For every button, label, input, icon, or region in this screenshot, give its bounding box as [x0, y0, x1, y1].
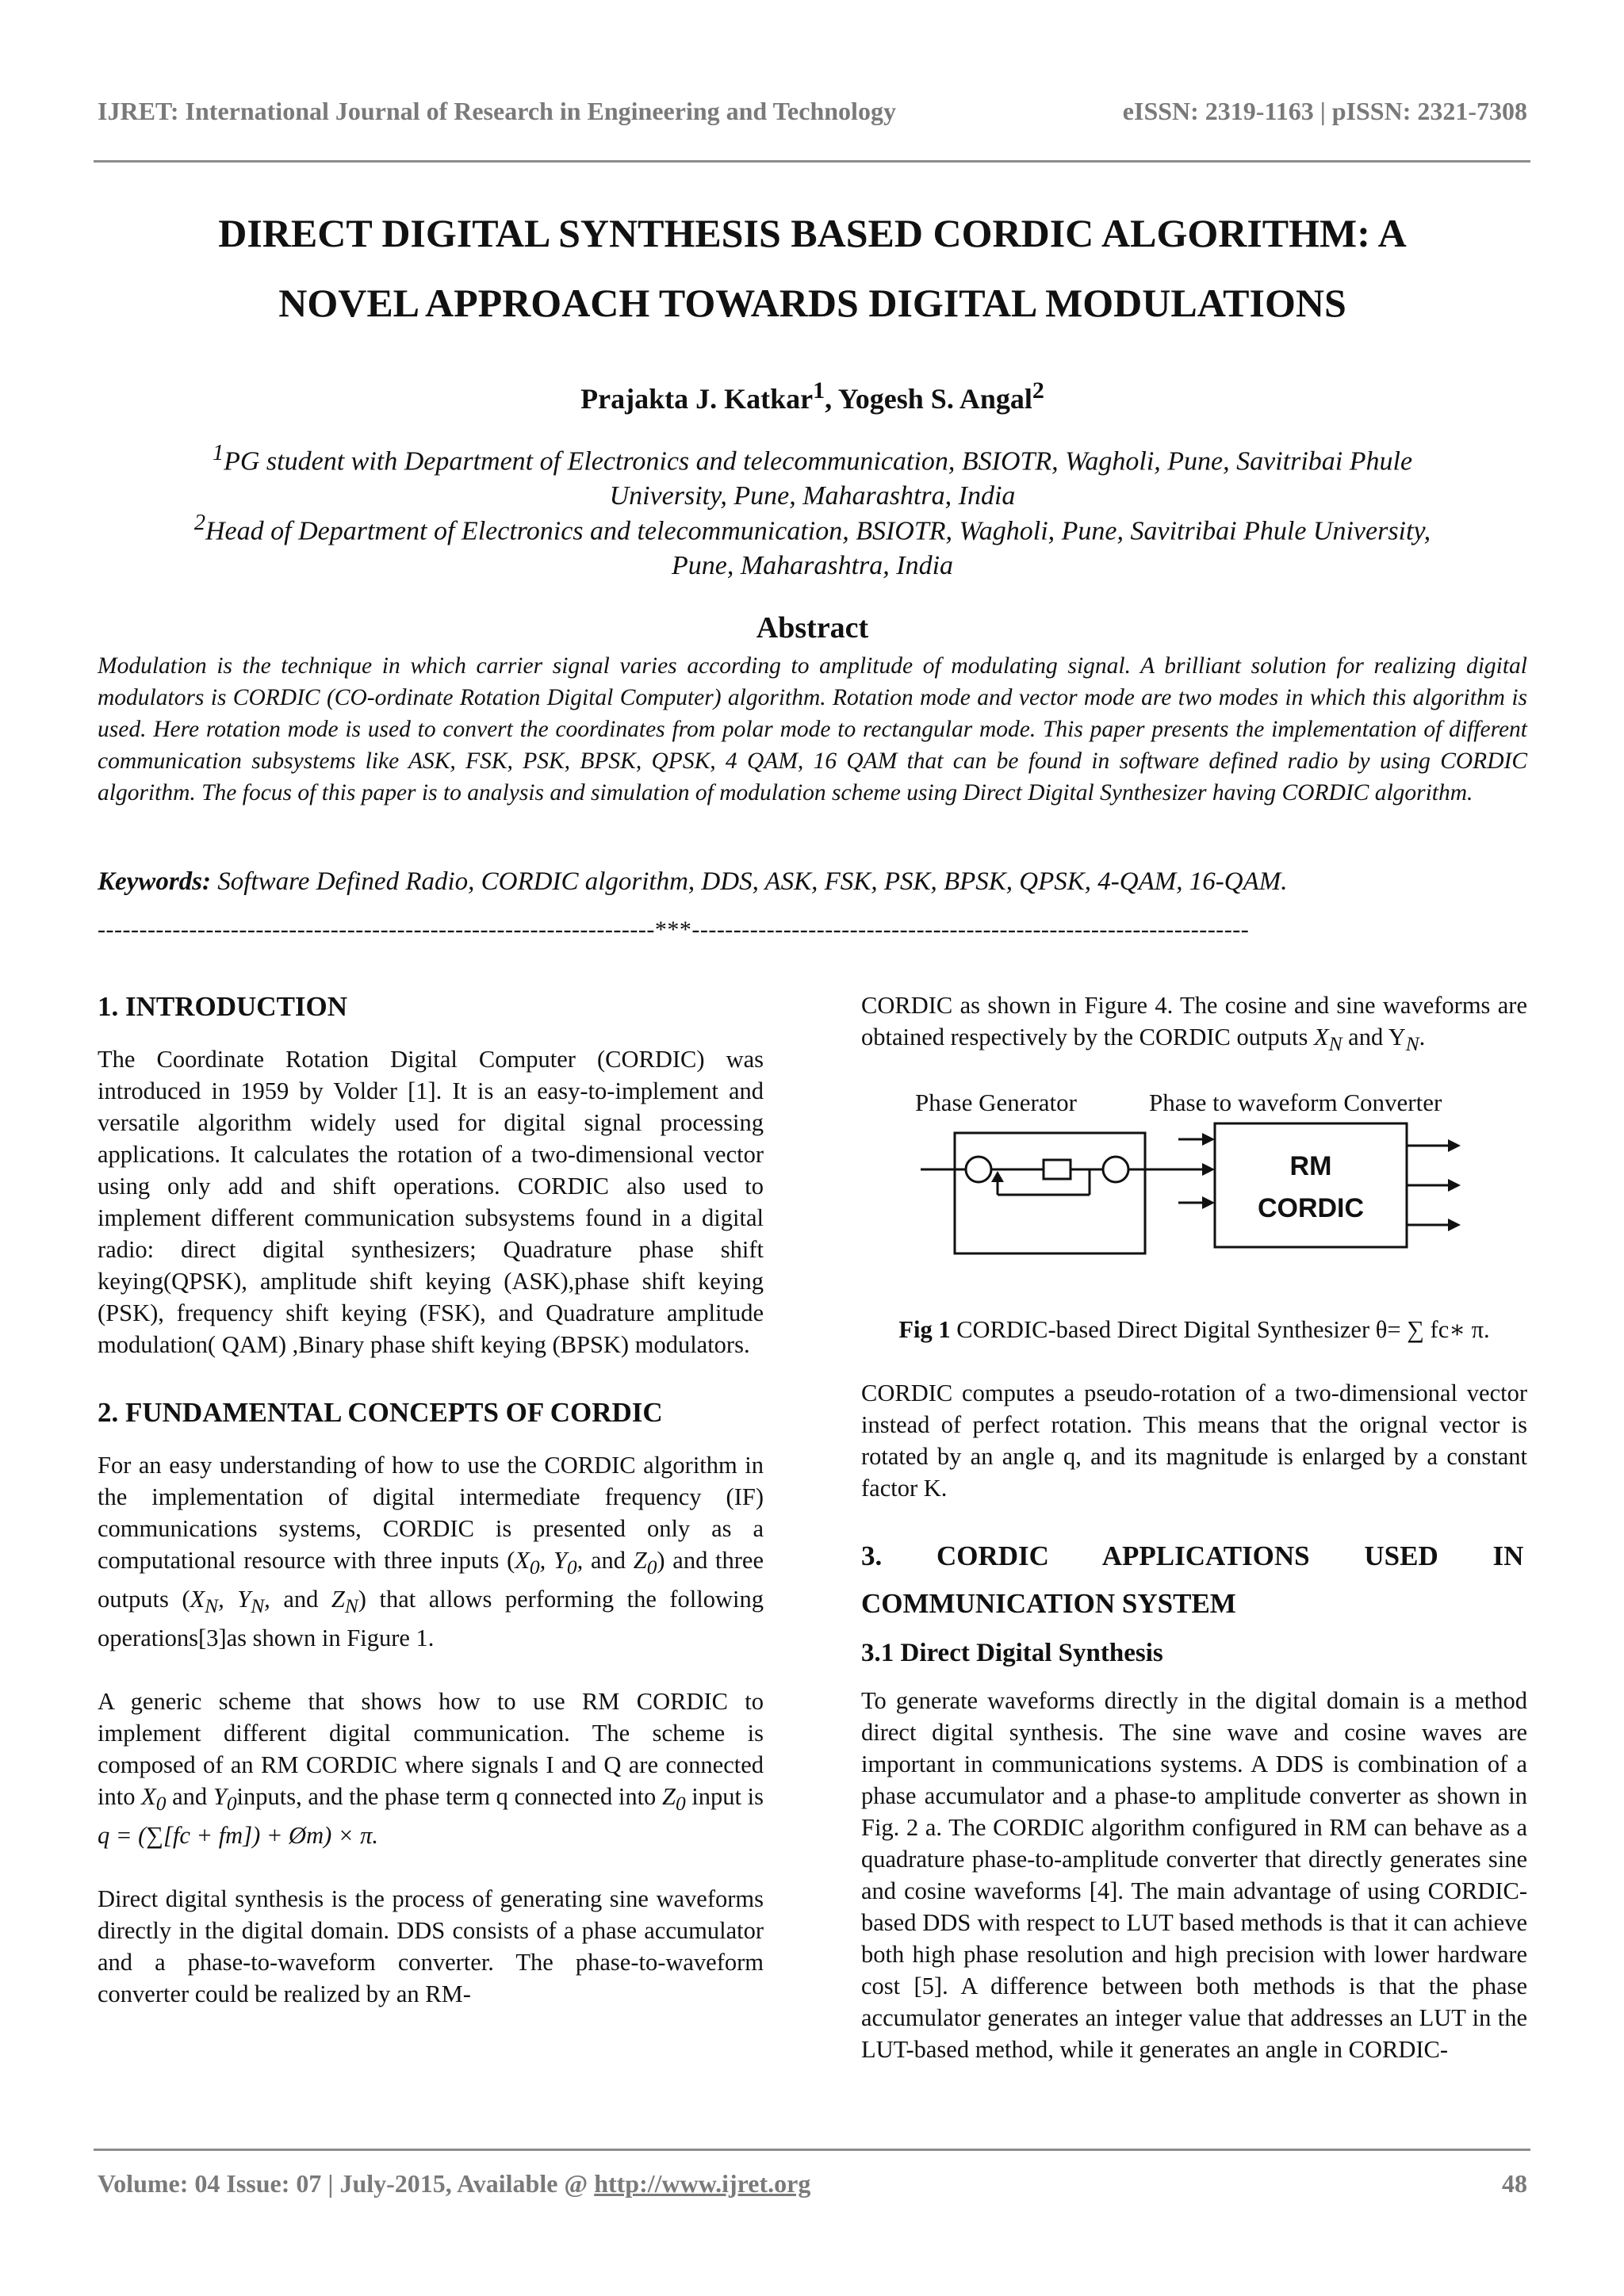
rm-cordic-box: [1215, 1123, 1407, 1247]
page-number: 48: [1502, 2169, 1527, 2198]
right-paragraph-2: To generate waveforms directly in the digital domain is a method direct digital synthesis. The sine wave and cosine waves are important in communications systems. A DDS is combination of a phase accumulator and a phase-to amplitude converter as shown in Fig. 2 a. The CORDIC algorithm configured in RM can behave as a quadrature phase-to-amplitude converter that directly generates sine and cosine waveforms [4]. The main advantage of using CORDIC-based DDS with respect to LUT based methods is that it can achieve both high phase resolution and high precision with lower hardware cost [5]. A difference between both methods is that the phase accumulator generates an integer value that addresses an LUT in the LUT-based method, while it generates an angle in CORDIC-: [861, 1687, 1527, 2064]
rp0-part-b: and: [1342, 1024, 1388, 1050]
running-header: [98, 97, 1527, 132]
s2p1-part-b: ) and three outputs (: [98, 1547, 764, 1613]
feedback-arrowhead: [991, 1171, 1004, 1182]
section-1-heading: 1. INTRODUCTION: [98, 991, 348, 1022]
arrow-q: [1202, 1196, 1215, 1209]
rm-label: RM: [1289, 1151, 1332, 1182]
label-converter: Phase to waveform Converter: [1149, 1089, 1442, 1117]
rp0-part-c: .: [1419, 1024, 1426, 1050]
abstract-text: Modulation is the technique in which carrier signal varies according to amplitude of modulating signal. A brilliant solution for realizing digital modulators is CORDIC (CO-ordinate Rotation Digital Computer) algorithm. Rotation mode and vector mode are two modes in which this algorithm is used. Here rotation mode is used to convert the coordinates from polar mode to rectangular mode. This paper presents the implementation of different communication subsystems like ASK, FSK, PSK, BPSK, QPSK, 4 QAM, 16 QAM that can be found in software defined radio by using CORDIC algorithm. The focus of this paper is to analysis and simulation of modulation scheme using Direct Digital Synthesizer having CORDIC algorithm.: [98, 653, 1527, 806]
s2p2-part-a: A generic scheme that shows how to use RM CORDIC to implement different digital communication. The scheme is composed of an RM CORDIC where signals I and Q are connected into: [98, 1688, 764, 1811]
arrow-out-2: [1448, 1179, 1461, 1192]
right-paragraph-1: CORDIC computes a pseudo-rotation of a two-dimensional vector instead of perfect rotation. This means that the orignal vector is rotated by an angle q, and its magnitude is enlarged by a constant factor K.: [861, 1380, 1527, 1502]
dds-block-diagram: [861, 1076, 1527, 1314]
issn-info: eISSN: 2319-1163 | pISSN: 2321-7308: [1122, 97, 1527, 125]
footer-volume-info: Volume: 04 Issue: 07 | July-2015, Available @: [98, 2169, 595, 2198]
adder-node-2: [1103, 1157, 1128, 1182]
section-2-paragraph-2: [98, 1686, 764, 1851]
title-line-2: NOVEL APPROACH TOWARDS DIGITAL MODULATIONS: [278, 281, 1346, 325]
author-1: Prajakta J. Katkar: [580, 383, 814, 415]
running-footer: [98, 2169, 1527, 2198]
author-2: Yogesh S. Angal: [837, 383, 1032, 415]
figure-1-diagram: [861, 1076, 1527, 1314]
arrow-1: [1202, 1163, 1215, 1176]
output-xn: $X_N$: [1313, 1024, 1342, 1056]
arrow-out-1: [1448, 1139, 1461, 1152]
affiliation-1-line-1: PG student with Department of Electronics and telecommunication, BSIOTR, Wagholi, Pune, Savitribai Phule: [224, 446, 1413, 476]
left-column: [98, 986, 764, 2042]
arrow-i: [1202, 1133, 1215, 1146]
arrow-out-3: [1448, 1219, 1461, 1231]
keywords: [98, 867, 1527, 897]
author-list: [98, 377, 1527, 415]
header-rule: [94, 160, 1530, 163]
input-x0: $X_0$: [141, 1783, 167, 1816]
phase-equation: q = (∑[fc + fm]) + Øm) × π.: [98, 1822, 378, 1850]
s2p2-part-b: and: [166, 1783, 213, 1811]
section-3-heading-cont: COMMUNICATION SYSTEM: [861, 1588, 1236, 1620]
journal-website-link[interactable]: http://www.ijret.org: [594, 2169, 811, 2198]
s2p2-part-c: inputs, and the phase term q connected into: [236, 1783, 662, 1811]
section-separator: -------------------------------------------------------------------***-------------------------------------------------------------------: [98, 916, 1250, 943]
abstract-heading: Abstract: [756, 611, 869, 645]
keywords-label: Keywords:: [98, 867, 211, 896]
author-separator: ,: [825, 383, 838, 415]
affiliation-2-line-2: Pune, Maharashtra, India: [671, 551, 954, 581]
keywords-text: Software Defined Radio, CORDIC algorithm, DDS, ASK, FSK, PSK, BPSK, QPSK, 4-QAM, 16-QAM.: [211, 867, 1288, 896]
input-z0: $Z_0$: [661, 1783, 686, 1816]
affiliation-2-mark: 2: [193, 511, 205, 535]
affiliation-1: [98, 436, 1527, 514]
section-2-paragraph-3: Direct digital synthesis is the process of generating sine waveforms directly in the digital domain. DDS consists of a phase accumulator and a phase-to-waveform converter. The phase-to-waveform converter could be realized by an RM-: [98, 1885, 764, 2008]
footer-rule: [94, 2149, 1530, 2151]
cordic-label: CORDIC: [1257, 1193, 1365, 1224]
figure-1-caption: [861, 1314, 1527, 1345]
outputs-list: $X_N$, $Y_N$, and $Z_N$: [190, 1586, 358, 1618]
input-y0: $Y_0$: [213, 1783, 237, 1816]
title-line-1: DIRECT DIGITAL SYNTHESIS BASED CORDIC ALGORITHM: A: [218, 211, 1407, 255]
affiliation-1-line-2: University, Pune, Maharashtra, India: [609, 481, 1016, 511]
label-phase-generator: Phase Generator: [915, 1089, 1077, 1117]
paper-title: [98, 198, 1527, 338]
caption-label: Fig 1: [898, 1316, 951, 1344]
section-2-paragraph-1: [98, 1449, 764, 1654]
rp0-part-a: CORDIC as shown in Figure 4. The cosine and sine waveforms are obtained respectively by the CORDIC outputs: [861, 992, 1527, 1050]
caption-text: CORDIC-based Direct Digital Synthesizer θ= ∑ fc∗ π.: [950, 1316, 1490, 1344]
affiliation-1-mark: 1: [212, 441, 224, 465]
right-column: [861, 989, 1527, 2097]
phase-generator-box: [955, 1133, 1145, 1253]
author-1-affil-mark: 1: [813, 377, 825, 404]
right-paragraph-0: CORDIC as shown in Figure 4. The cosine and sine waveforms are obtained respectively by the CORDIC outputs $X_N$ and $Y_N$.: [861, 992, 1527, 1056]
section-3-1-heading: 3.1 Direct Digital Synthesis: [861, 1639, 1163, 1668]
section-3-heading: [861, 1536, 1527, 1577]
adder-node-1: [966, 1157, 991, 1182]
s3-heading-line-1: 3. CORDIC APPLICATIONS USED IN: [861, 1540, 1524, 1572]
affiliation-2: [98, 506, 1527, 584]
section-1-paragraph: The Coordinate Rotation Digital Computer (CORDIC) was introduced in 1959 by Volder [1]. It is an easy-to-implement and versatile algorithm widely used for digital signal processing applications. It calculates the rotation of a two-dimensional vector using only add and shift operations. CORDIC also used to implement different communication subsystems found in a digital radio: direct digital synthesizers; Quadrature phase shift keying(QPSK), amplitude shift keying (ASK),phase shift keying (PSK), frequency shift keying (FSK), and Quadrature amplitude modulation( QAM) ,Binary phase shift keying (BPSK) modulators.: [98, 1046, 764, 1358]
inputs-list: $X_0$, $Y_0$, and $Z_0$: [515, 1547, 657, 1579]
s2p1-part-a: For an easy understanding of how to use the CORDIC algorithm in the implementation of digital intermediate frequency (IF) communications systems, CORDIC is presented only as a computational resource with three inputs (: [98, 1452, 764, 1574]
register-block: [1044, 1160, 1071, 1179]
affiliation-2-line-1: Head of Department of Electronics and telecommunication, BSIOTR, Wagholi, Pune, Savitribai Phule University,: [205, 516, 1431, 546]
s2p1-part-c: ) that allows performing the following operations[3]as shown in Figure 1.: [98, 1586, 764, 1652]
section-2-heading: 2. FUNDAMENTAL CONCEPTS OF CORDIC: [98, 1397, 663, 1428]
journal-name: IJRET: International Journal of Research in Engineering and Technology: [98, 97, 896, 125]
s2p2-part-d: input is: [685, 1783, 764, 1811]
author-2-affil-mark: 2: [1032, 377, 1044, 404]
